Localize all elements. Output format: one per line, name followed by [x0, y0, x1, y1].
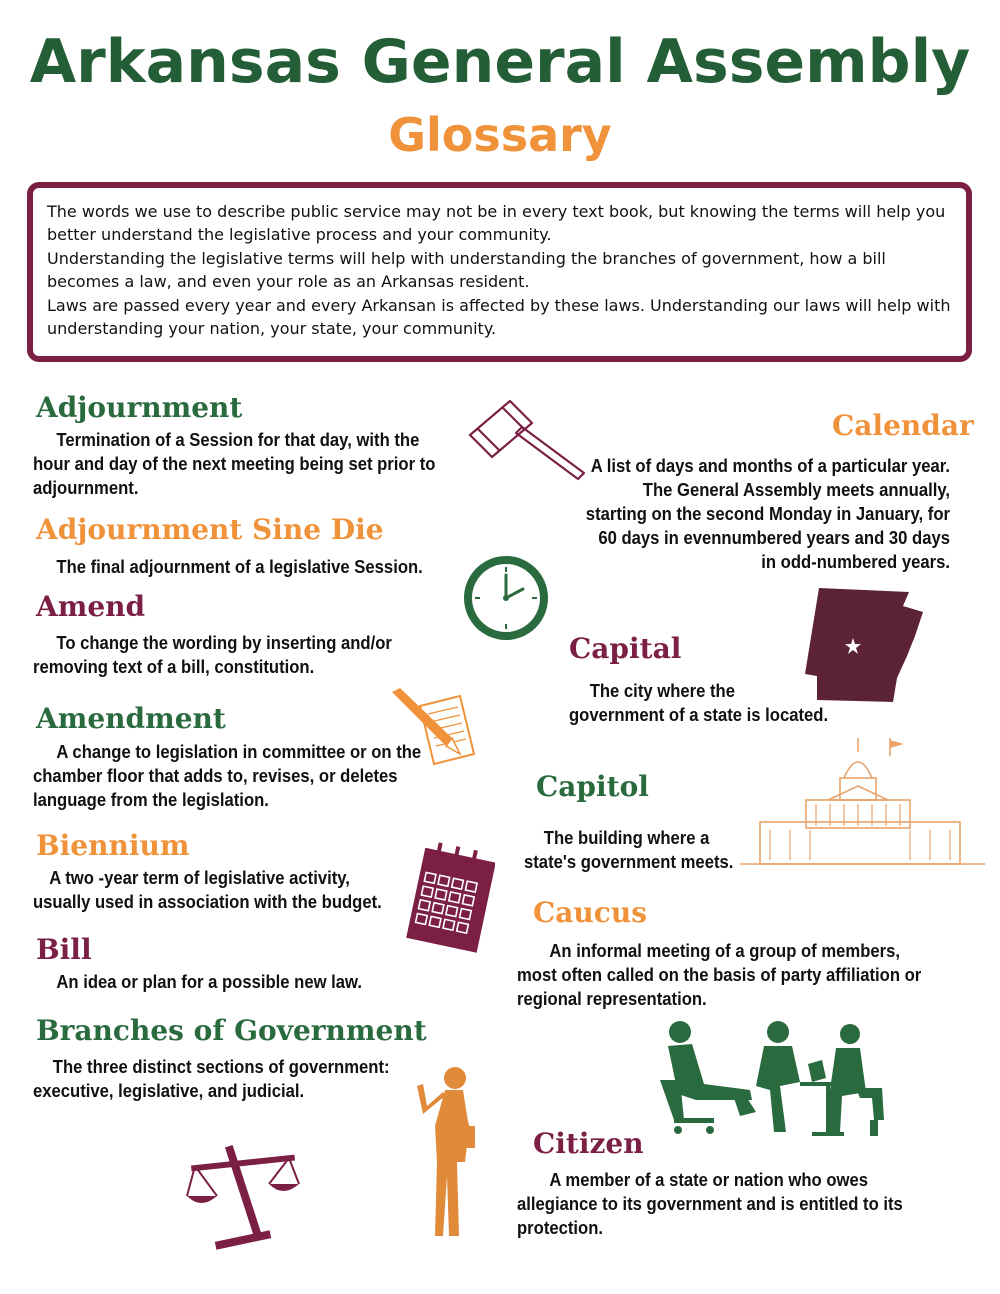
definition-caucus: An informal meeting of a group of members, most often called on the basis of party affiliation or regional representation.: [517, 940, 922, 1009]
term-caucus: Caucus: [533, 896, 647, 929]
capitol-building-icon: [740, 738, 985, 876]
definition-branches-of-government: The three distinct sections of government: executive, legislative, and judicial.: [33, 1056, 390, 1101]
definition-adjournment-sine-die: The final adjournment of a legislative Session.: [56, 556, 423, 577]
term-branches-of-government: Branches of Government: [36, 1014, 427, 1047]
intro-paragraph: Laws are passed every year and every Arkansan is affected by these laws. Understanding our laws will help with understanding your nation, your state, your community.: [47, 295, 951, 339]
term-citizen: Citizen: [533, 1127, 644, 1160]
term-amend: Amend: [36, 590, 146, 623]
definition-citizen: A member of a state or nation who owes allegiance to its government and is entitled to its protection.: [517, 1169, 903, 1238]
definition-adjournment: Termination of a Session for that day, with the hour and day of the next meeting being set prior to adjournment.: [33, 429, 436, 498]
definition-capitol: [524, 826, 758, 874]
arkansas-map-icon: [805, 586, 930, 704]
meeting-people-icon: [660, 1020, 895, 1138]
term-capitol: Capitol: [536, 770, 649, 803]
pen-paper-icon: [390, 688, 478, 770]
term-adjournment: Adjournment: [36, 391, 243, 424]
clock-icon: [459, 553, 553, 643]
definition-bill: An idea or plan for a possible new law.: [56, 971, 363, 992]
calendar-icon: [405, 838, 495, 962]
term-amendment: Amendment: [36, 702, 226, 735]
definition-calendar: A list of days and months of a particular year. The General Assembly meets annually, starting on the second Monday in January, for 60 days in evennumbered years and 30 days in odd-numbered years.: [585, 455, 950, 572]
gavel-icon: [462, 393, 592, 485]
definition-amendment: A change to legislation in committee or on the chamber floor that adds to, revises, or deletes language from the legislation.: [33, 741, 422, 810]
intro-box: [27, 182, 972, 362]
scales-of-justice-icon: [185, 1138, 303, 1250]
definition-biennium: A two -year term of legislative activity, usually used in association with the budget.: [33, 867, 382, 912]
page-subtitle: Glossary: [388, 108, 612, 162]
definition-amend: To change the wording by inserting and/or removing text of a bill, constitution.: [33, 632, 392, 677]
term-bill: Bill: [36, 933, 92, 966]
term-biennium: Biennium: [36, 829, 190, 862]
intro-paragraph: The words we use to describe public service may not be in every text book, but knowing the terms will help you better understand the legislative process and your community.: [47, 202, 946, 245]
term-capital: Capital: [569, 632, 682, 665]
definition-line: state's government meets.: [524, 851, 734, 872]
page-title: Arkansas General Assembly: [29, 27, 971, 97]
citizen-silhouette-icon: [413, 1066, 477, 1241]
definition-line: government of a state is located.: [569, 704, 829, 725]
definition-line: The building where a: [543, 827, 710, 848]
term-calendar: Calendar: [832, 409, 974, 442]
intro-paragraph: Understanding the legislative terms will help with understanding the branches of government, how a bill becomes a law, and even your role as an Arkansas resident.: [47, 248, 886, 292]
definition-line: The city where the: [589, 680, 735, 701]
term-adjournment-sine-die: Adjournment Sine Die: [36, 513, 384, 546]
